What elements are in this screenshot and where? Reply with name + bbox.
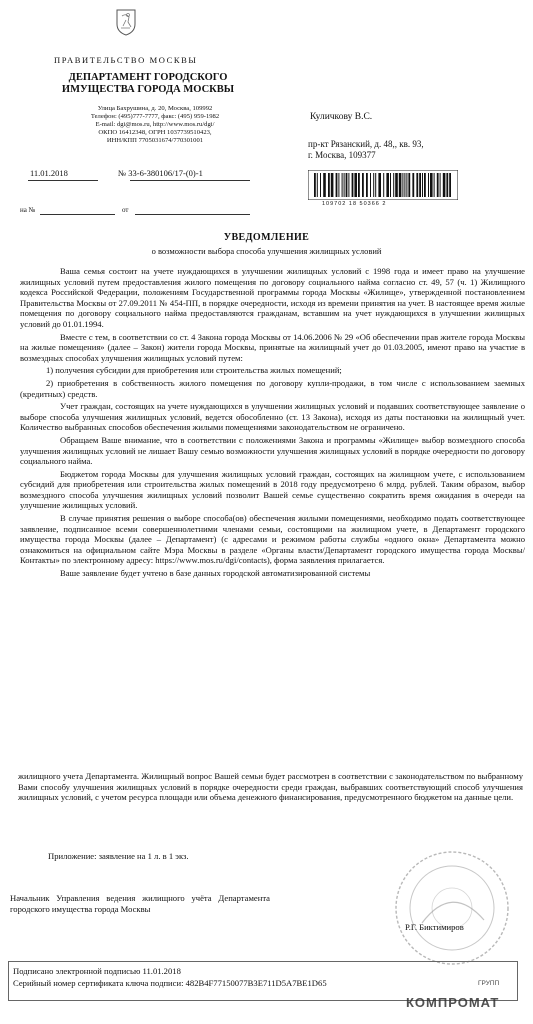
recipient-address-line2: г. Москва, 109377 bbox=[308, 149, 376, 160]
paragraph: Обращаем Ваше внимание, что в соответствии с положениями Закона и программы «Жилище» выбор возмездного способа улучшения жилищных условий не лишает Вашу семью возможности улучшения жилищных условий в порядке очередности по договору социального найма. bbox=[20, 434, 525, 467]
list-item: 1) получения субсидии для приобретения или строительства жилых помещений; bbox=[46, 365, 342, 376]
barcode-bar bbox=[430, 173, 433, 197]
barcode-bar bbox=[406, 173, 407, 197]
barcode-bar bbox=[449, 173, 451, 197]
barcode-bar bbox=[352, 173, 354, 197]
address-line: E-mail: dgi@mos.ru, http://www.mos.ru/dgi/ bbox=[95, 121, 215, 129]
department-name bbox=[58, 72, 238, 96]
reference-date-underline bbox=[135, 214, 250, 215]
barcode-bar bbox=[362, 173, 364, 197]
barcode-bar bbox=[358, 173, 360, 197]
address-line: ОКПО 16412348, ОГРН 1037739510423, bbox=[98, 129, 212, 137]
signatory-position: Начальник Управления ведения жилищного учёта Департамента городского имущества города Москвы bbox=[10, 893, 270, 914]
barcode-bar bbox=[320, 173, 321, 197]
reference-date-label: от bbox=[122, 206, 129, 214]
barcode-bar bbox=[419, 173, 421, 197]
barcode-bar bbox=[437, 173, 439, 197]
barcode-bar bbox=[393, 173, 394, 197]
postal-barcode bbox=[308, 170, 458, 200]
reference-number-label: на № bbox=[20, 206, 36, 214]
date-underline bbox=[28, 180, 98, 181]
recipient-address-line1: пр-кт Рязанский, д. 48,, кв. 93, bbox=[308, 139, 424, 149]
barcode-bar bbox=[375, 173, 376, 197]
barcode-bar bbox=[446, 173, 448, 197]
barcode-bar bbox=[342, 173, 343, 197]
official-seal-stamp bbox=[392, 848, 512, 968]
document-title: УВЕДОМЛЕНИЕ bbox=[223, 232, 310, 243]
barcode-bar bbox=[412, 173, 414, 197]
barcode-bar bbox=[348, 173, 349, 197]
barcode-bar bbox=[443, 173, 446, 197]
watermark-small: ГРУПП bbox=[478, 980, 500, 987]
department-name-line2: ИМУЩЕСТВА ГОРОДА МОСКВЫ bbox=[61, 84, 235, 95]
government-heading: ПРАВИТЕЛЬСТВО МОСКВЫ bbox=[54, 55, 198, 65]
barcode-bar bbox=[328, 173, 330, 197]
barcode-bar bbox=[390, 173, 391, 197]
barcode-bar bbox=[370, 173, 371, 197]
barcode-bar bbox=[354, 173, 357, 197]
paragraph: Учет граждан, состоящих на учете нуждающихся в улучшении жилищных условий и подавших соответствующее заявление о выборе способа улучшения жилищных условий, ведется обособленно (ст. 13 Закона), исходя из даты постановки на жилищный учет. Количество выбранных способов обеспечения жилыми помещениями законодательством не ограничено. bbox=[20, 401, 525, 433]
address-line: ИНН/КПП 7705031674/770301001 bbox=[106, 137, 204, 145]
moscow-coat-of-arms-icon bbox=[115, 8, 137, 36]
department-address bbox=[60, 105, 250, 145]
paragraph: Бюджетом города Москвы для улучшения жилищных условий граждан, состоящих на жилищном учете, с использованием субсидий для приобретения или строительства жилых помещений в 2018 году предусмотрено 6 млрд. рублей. Таким образом, выбор возмездного способа улучшения жилищных условий позволит Вашей семье существенно сократить время ожидания в очереди на улучшение жилищных условий. bbox=[20, 468, 525, 511]
barcode-bar bbox=[422, 173, 423, 197]
document-date: 11.01.2018 bbox=[30, 168, 68, 178]
signatory-name: Р.Г. Биктимиров bbox=[405, 922, 464, 932]
attachment-note: Приложение: заявление на 1 л. в 1 экз. bbox=[48, 851, 189, 861]
barcode-bar bbox=[395, 173, 398, 197]
barcode-bar bbox=[408, 173, 410, 197]
barcode-bar bbox=[440, 173, 441, 197]
esign-line2: Серийный номер сертификата ключа подписи: 482B4F77150077B3E711D5A7BE1D65 bbox=[13, 978, 327, 988]
paragraph: В случае принятия решения о выборе способа(ов) обеспечения жилыми помещениями, необходимо подать соответствующее заявление, подписанное всеми совершеннолетними членами семьи, состоящими на жилищном учете, в Департамент городского имущества города Москвы (далее – Департамент) (с адресами и режимом работы службы «одного окна» Департамента можно ознакомиться на официальном сайте Мэра Москвы в разделе «Органы власти/Департамент городского имущества города Москвы/Контакты» по электронному адресу: https://www.mos.ru/dgi/contacts), форма заявления прилагается. bbox=[20, 513, 525, 566]
barcode-bar bbox=[323, 173, 326, 197]
document-subtitle: о возможности выбора способа улучшения жилищных условий bbox=[151, 246, 382, 256]
recipient-address bbox=[308, 139, 424, 160]
document-body-continued bbox=[18, 771, 523, 803]
barcode-bar bbox=[346, 173, 348, 197]
number-underline bbox=[130, 180, 250, 181]
barcode-bar bbox=[404, 173, 405, 197]
barcode-bar bbox=[428, 173, 429, 197]
paragraph: Ваша семья состоит на учете нуждающихся в улучшении жилищных условий с 1998 года и имеет право на улучшение жилищных условий путем предоставления жилого помещения по договору социального найма согласно ст. 49, 57 (ч. 1) Жилищного кодекса Российской Федерации, положениям Государственной программы города Москвы «Жилище», утвержденной постановлением Правительства Москвы от 27.09.2011 № 454-ПП, в порядке очередности, исходя из времени принятия на учет. В настоящее время жилые помещения по договору социального найма предоставляются гражданам, вставшим на учет нуждающихся в улучшении жилищных условий до 01.01.1994. bbox=[20, 266, 525, 329]
recipient-name: Куличкову В.С. bbox=[310, 112, 373, 122]
barcode-bar bbox=[344, 173, 345, 197]
barcode-bar bbox=[402, 173, 403, 197]
barcode-bar bbox=[399, 173, 402, 197]
document-number: № 33-6-380106/17-(0)-1 bbox=[118, 168, 203, 178]
barcode-bar bbox=[378, 173, 381, 197]
document-body bbox=[20, 266, 525, 581]
watermark: КОМПРОМАТ bbox=[406, 995, 500, 1010]
barcode-bar bbox=[416, 173, 418, 197]
barcode-bar bbox=[331, 173, 334, 197]
list-item: 2) приобретения в собственность жилого помещения по договору купли-продажи, в том числе с использованием заемных (кредитных) средств. bbox=[20, 377, 525, 399]
department-name-line1: ДЕПАРТАМЕНТ ГОРОДСКОГО bbox=[68, 72, 228, 83]
barcode-bar bbox=[317, 173, 318, 197]
barcode-numbers: 109702 18 50366 2 bbox=[322, 201, 387, 207]
esign-line1: Подписано электронной подписью 11.01.2018 bbox=[13, 966, 181, 976]
barcode-bar bbox=[314, 173, 316, 197]
reference-number-underline bbox=[40, 214, 115, 215]
paragraph: Ваше заявление будет учтено в базе данных городской автоматизированной системы bbox=[60, 568, 371, 579]
barcode-bar bbox=[383, 173, 384, 197]
barcode-bar bbox=[386, 173, 389, 197]
barcode-bar bbox=[336, 173, 338, 197]
address-line: Телефон: (495)777-7777, факс: (495) 959-1982 bbox=[90, 113, 220, 121]
barcode-bar bbox=[338, 173, 339, 197]
barcode-bar bbox=[366, 173, 368, 197]
address-line: Улица Бахрушина, д. 20, Москва, 109992 bbox=[97, 105, 213, 112]
paragraph: Вместе с тем, в соответствии со ст. 4 Закона города Москвы от 14.06.2006 № 29 «Об обеспечении прав жителе города Москвы на жилые помещения» (далее – Закон) жители города Москвы, принятые на жилищный учет до 01.03.2005, имеют право на участие в возмездных способах улучшения жилищных условий путем: bbox=[20, 331, 525, 363]
paragraph: жилищного учета Департамента. Жилищный вопрос Вашей семьи будет рассмотрен в соответствии с законодательством по выбранному Вами способу улучшения жилищных условий в порядке очередности среди граждан, выбравших соответствующий способ улучшения жилищных условий, с учетом ресурса площади или объема денежного финансирования, предусмотренного бюджетом на данные цели. bbox=[18, 771, 523, 803]
barcode-bar bbox=[373, 173, 374, 197]
barcode-bar bbox=[424, 173, 426, 197]
barcode-bar bbox=[434, 173, 435, 197]
